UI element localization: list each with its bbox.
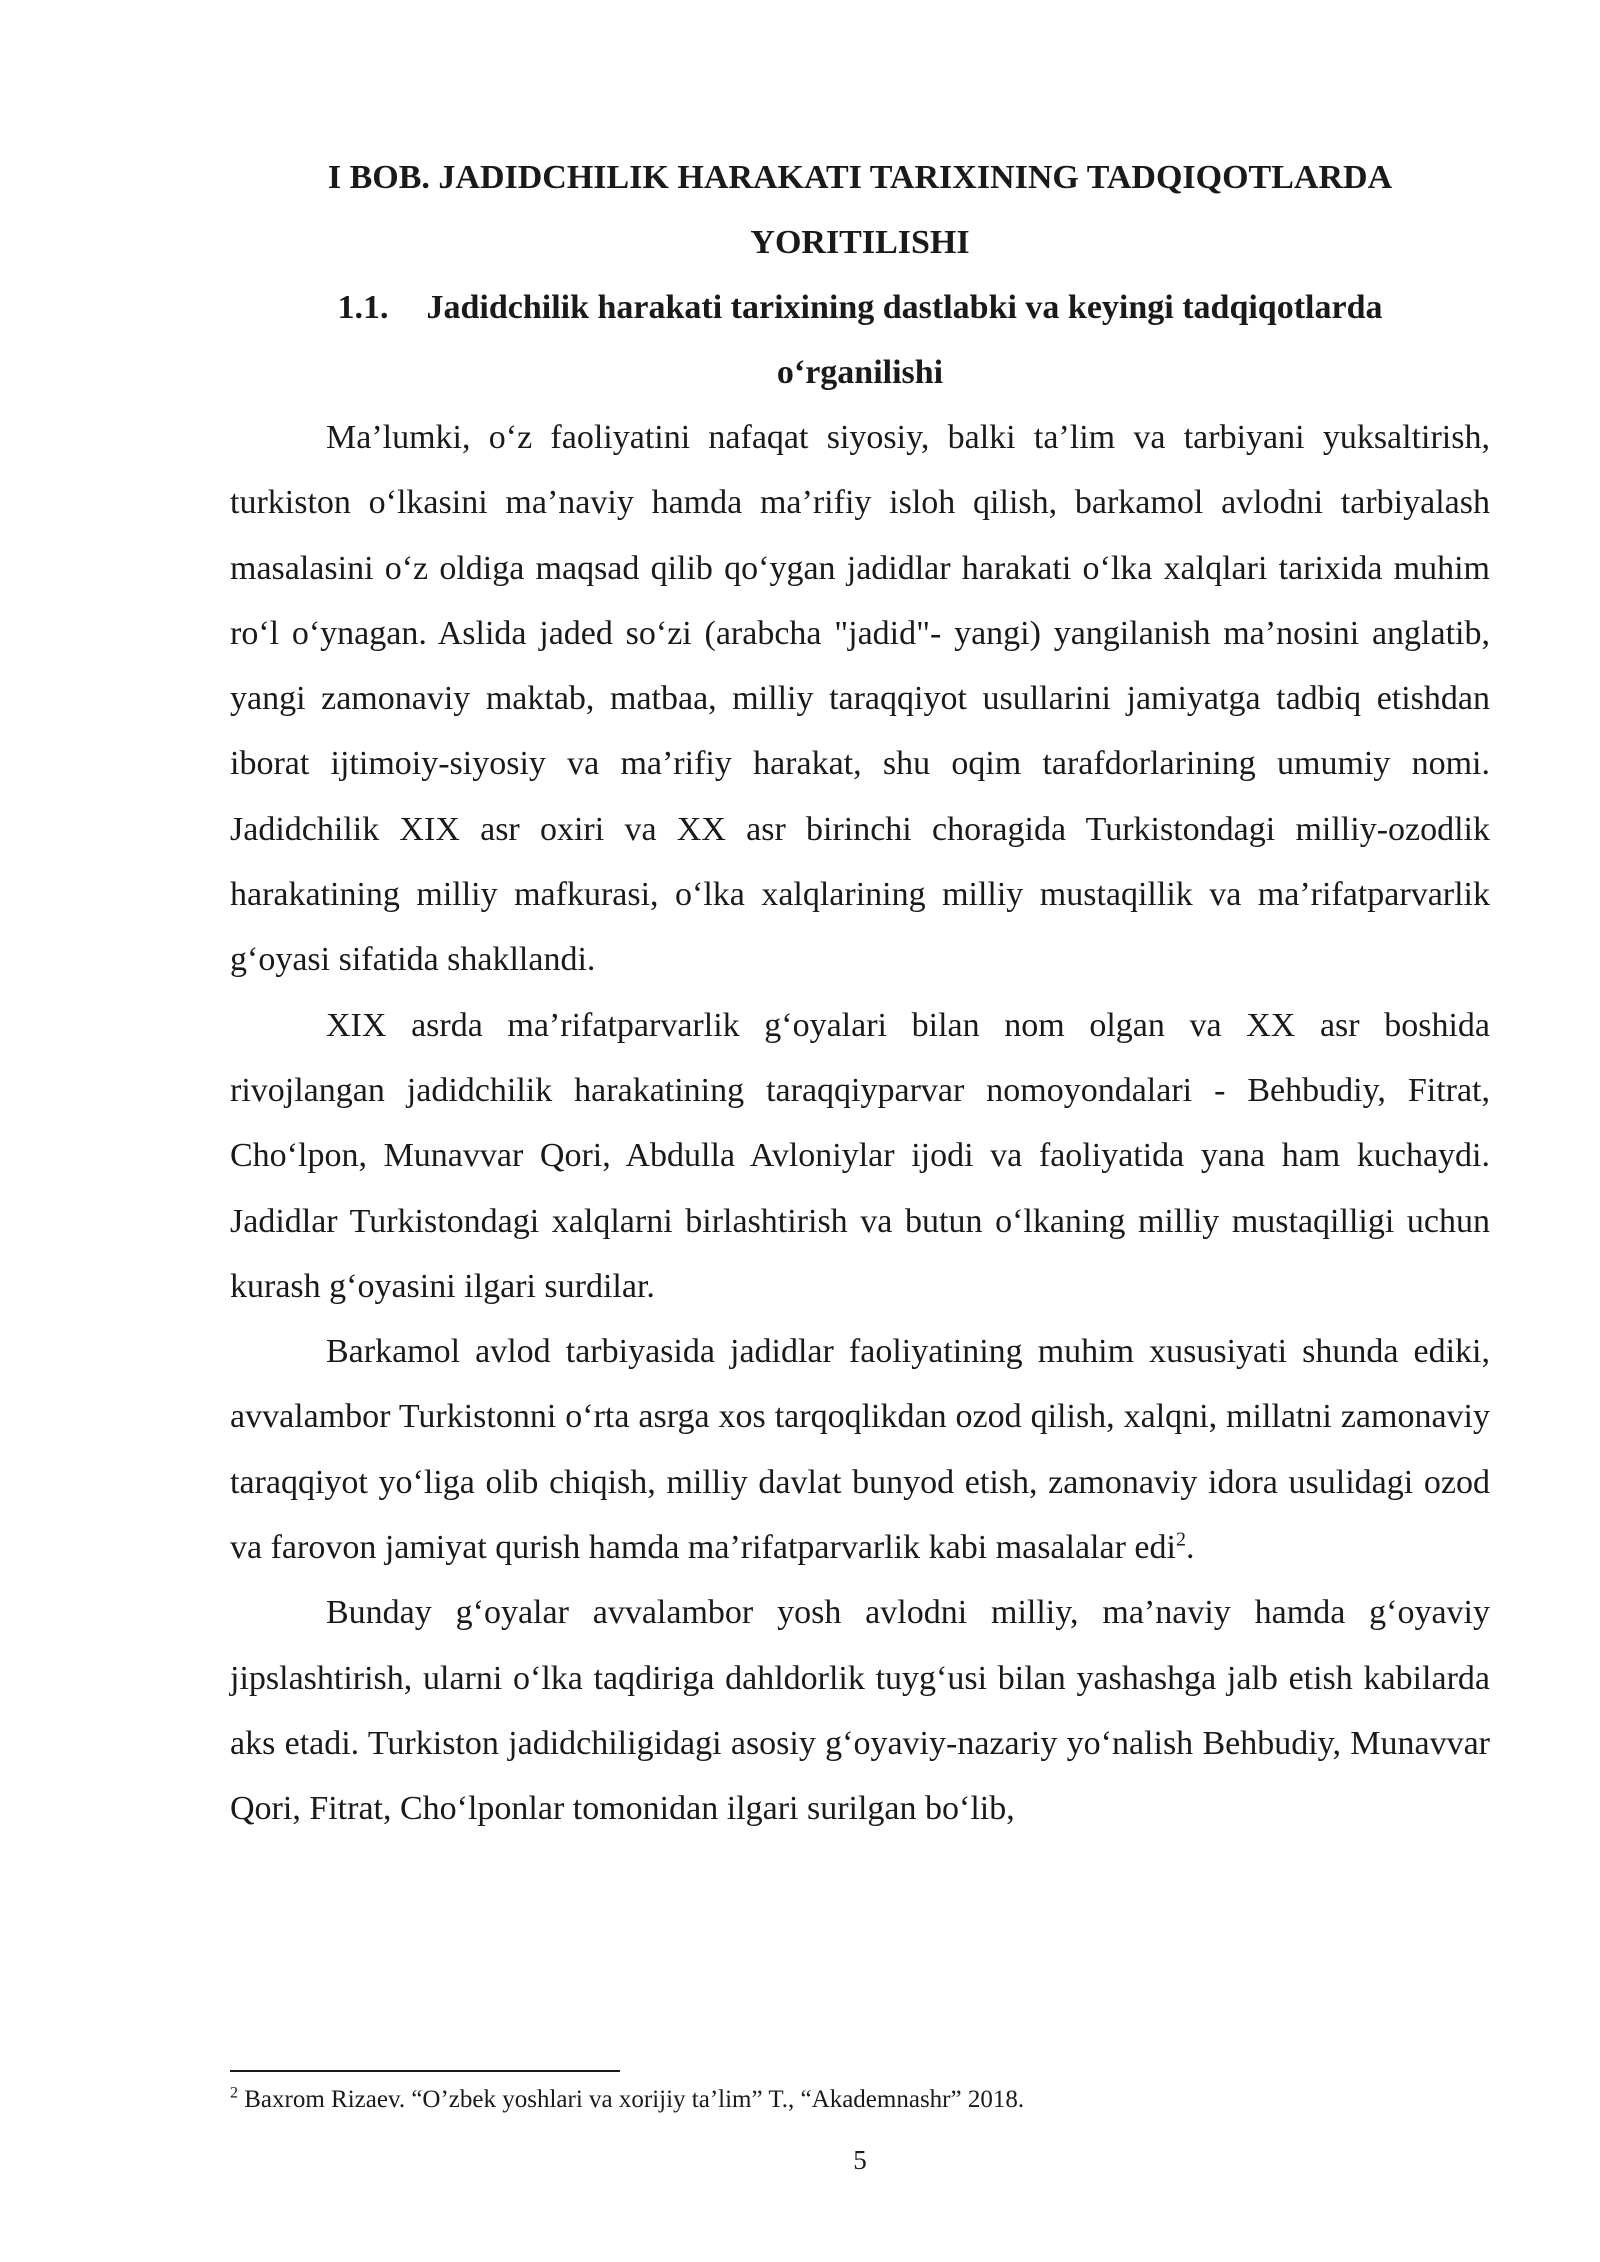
section-title: [230, 275, 1490, 405]
paragraph-4: Bunday g‘oyalar avvalambor yosh avlodni milliy, ma’naviy hamda g‘oyaviy jipslashtirish, ularni o‘lka taqdiriga dahldorlik tuyg‘usi bilan yashashga jalb etish kabilarda aks etadi. Turkiston jadidchiligidagi asosiy g‘oyaviy-nazariy yo‘nalish Behbudiy, Munavvar Qori, Fitrat, Cho‘lponlar tomonidan ilgari surilgan bo‘lib,: [230, 1594, 1490, 1828]
chapter-title-line-2: YORITILISHI: [750, 224, 970, 261]
section-title-line-2: o‘rganilishi: [776, 354, 944, 391]
paragraph-3: [230, 1319, 1490, 1580]
section-number: 1.1.: [337, 289, 389, 326]
page-number: 5: [853, 2145, 867, 2175]
footnote-marker: 2: [230, 2084, 238, 2102]
footnote-separator: [230, 2070, 620, 2072]
footnote-text: Baxrom Rizaev. “O’zbek yoshlari va xorijiy ta’lim” T., “Akademnashr” 2018.: [238, 2086, 1025, 2113]
paragraph-2: XIX asrda ma’rifatparvarlik g‘oyalari bilan nom olgan va XX asr boshida rivojlangan jadidchilik harakatining taraqqiyparvar nomoyondalari - Behbudiy, Fitrat, Cho‘lpon, Munavvar Qori, Abdulla Avloniylar ijodi va faoliyatida yana ham kuchaydi. Jadidlar Turkistondagi xalqlarni birlashtirish va butun o‘lkaning milliy mustaqilligi uchun kurash g‘oyasini ilgari surdilar.: [230, 1006, 1490, 1305]
footnote: [230, 2082, 1490, 2118]
chapter-title: [230, 145, 1490, 275]
paragraph-3-text: Barkamol avlod tarbiyasida jadidlar faoliyatining muhim xususiyati shunda ediki, avvalambor Turkistonni o‘rta asrga xos tarqoqlikdan ozod qilish, xalqni, millatni zamonaviy taraqqiyot yo‘liga olib chiqish, milliy davlat bunyod etish, zamonaviy idora usulidagi ozod va farovon jamiyat qurish hamda ma’rifatparvarlik kabi masalalar edi: [230, 1333, 1490, 1567]
body-text: [230, 405, 1490, 1842]
footnote-reference[interactable]: 2: [1175, 1528, 1186, 1551]
section-title-line-1: Jadidchilik harakati tarixining dastlabki va keyingi tadqiqotlarda: [426, 289, 1383, 326]
paragraph-1: Ma’lumki, o‘z faoliyatini nafaqat siyosiy, balki ta’lim va tarbiyani yuksaltirish, turkiston o‘lkasini ma’naviy hamda ma’rifiy isloh qilish, barkamol avlodni tarbiyalash masalasini o‘z oldiga maqsad qilib qo‘ygan jadidlar harakati o‘lka xalqlari tarixida muhim ro‘l o‘ynagan. Aslida jaded so‘zi (arabcha "jadid"- yangi) yangilanish ma’nosini anglatib, yangi zamonaviy maktab, matbaa, milliy taraqqiyot usullarini jamiyatga tadbiq etishdan iborat ijtimoiy-siyosiy va ma’rifiy harakat, shu oqim tarafdorlarining umumiy nomi. Jadidchilik XIX asr oxiri va XX asr birinchi choragida Turkistondagi milliy-ozodlik harakatining milliy mafkurasi, o‘lka xalqlarining milliy mustaqillik va ma’rifatparvarlik g‘oyasi sifatida shakllandi.: [230, 419, 1490, 979]
chapter-title-line-1: I BOB. JADIDCHILIK HARAKATI TARIXINING TADQIQOTLARDA: [327, 159, 1393, 196]
paragraph-3-end: .: [1185, 1529, 1195, 1567]
